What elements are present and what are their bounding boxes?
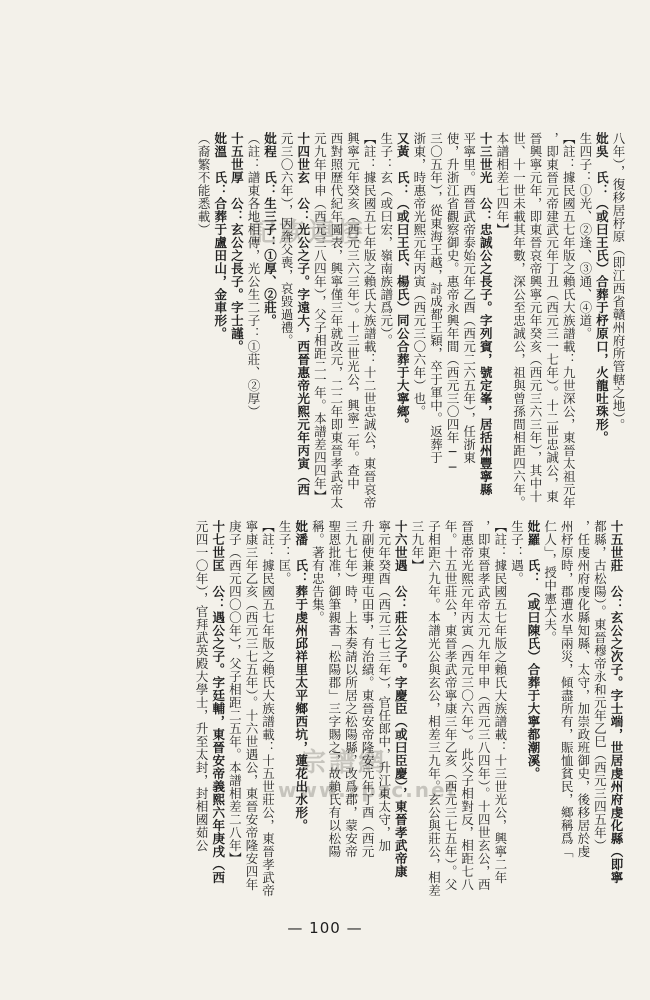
watermark-top: 記族連接 xyxy=(250,218,367,248)
text-column: 平寧里。西晉武帝泰始元年乙酉（西元二六五年），任浙東 xyxy=(461,132,477,464)
text-column: 州杼原時，郡遭水旱兩災，傾盡所有，賑恤貧民，鄉稱爲「 xyxy=(559,520,575,858)
text-column: 仁人」，授中憲大夫。 xyxy=(542,520,558,644)
annotation-note: （註：譜東各地相傳，光公生二子：①莊、②厚） xyxy=(245,132,261,418)
text-column: 三九七年）時，上本奏請以所居之松陽縣，改爲郡，蒙安帝 xyxy=(343,520,359,858)
annotation-note: 晉惠帝光熙元年丙寅（西元三〇六年）。此父子相對反，相距七八 xyxy=(459,520,475,891)
annotation-note: 子相距六九年。本譜光公與玄公，相差三九年。玄公與莊公，相差 xyxy=(426,520,442,897)
text-column: 三〇五年），從東海王越，討成都王穎，卒于軍中。返葬于 xyxy=(428,132,444,464)
genealogy-entry-heading: 十四世玄 公：光公之子。字遠大，西晉惠帝光熙元年丙寅（西 xyxy=(295,132,311,496)
genealogy-entry-heading: 十六世遇 公：莊公之子。字慶臣（或曰臣慶），東晉孝武帝康 xyxy=(393,520,409,878)
text-column: 升副使兼理屯田事，有治績。東晉安帝隆安元年丁酉（西元 xyxy=(360,520,376,858)
text-column: 都縣，古松陽）。東晉穆帝永和元年乙巳（西元三四五年） xyxy=(592,520,608,852)
annotation-note: 興寧元年癸亥（西元三六三年）。十三世光公，興寧二年。查中 xyxy=(345,132,361,490)
genealogy-entry-heading: 十三世光 公：忠誠公之長子。字列賓，號定峯，居括州豐寧縣 xyxy=(478,132,494,496)
annotation-note: 【註：據民國五七年版之賴氏大族譜載：九世深公，東晉太祖元年 xyxy=(561,132,577,509)
annotation-note: 寧康三年乙亥（西元三七五年）。十六世遇公，東晉安帝隆安四年 xyxy=(243,520,259,891)
genealogy-entry-heading: 妣吳 氏：（或曰王氏）合葬于杼原口，火龍吐珠形。 xyxy=(594,132,610,444)
text-column: 生子：玄（或曰宏，嶺南族譜爲元）。 xyxy=(378,132,394,347)
page-number: — 100 — xyxy=(287,919,363,937)
text-column: 八年），復移居杼原（即江西省贛州府所管轄之地）。 xyxy=(611,132,626,432)
watermark-bottom: 宗譜網 xyxy=(300,748,388,778)
genealogy-entry-heading: 妣程 氏：生三子：①厚、②莊。 xyxy=(262,132,278,327)
annotation-note: 【註：據民國五七年版之賴氏大族譜載：十二世忠誠公，東晉哀帝 xyxy=(362,132,378,509)
genealogy-entry-heading: 妣潘 氏：葬于虔州邱祥里太平鄉西坑，蓮花出水形。 xyxy=(293,520,309,832)
annotation-note: 三九年】 xyxy=(409,520,425,572)
text-column: 生子：匡。 xyxy=(277,520,293,585)
text-column: 聖恩批准，御筆親書「松陽郡」三字賜之，故賴氏有以松陽 xyxy=(326,520,342,858)
annotation-note: 元九年甲申（西元三八四年），父子相距二一年。本譜差四四年】 xyxy=(312,132,328,503)
text-column: 浙東，時惠帝光熙元年丙寅（西元三〇六年）也。 xyxy=(411,132,427,418)
annotation-note: 【註：據民國五七年版之賴氏大族譜載：十三世光公，興寧二年 xyxy=(492,520,508,884)
annotation-note: 【註：據民國五七年版之賴氏大族譜載：十五世莊公，東晉孝武帝 xyxy=(260,520,276,897)
text-column: 稱。著有忠告集。 xyxy=(310,520,326,624)
bottom-text-block xyxy=(191,520,624,897)
genealogy-entry-heading: 十五世莊 公：玄公之次子。字士端，世居虔州府虔化縣（即寧 xyxy=(609,520,624,884)
annotation-note: 西對照歷代紀年圖表，興寧僅三年就改元，二二年即東晉孝武帝太 xyxy=(328,132,344,509)
text-column: ，任虔州府虔化縣知縣、太守，加崇政班御史，後移居於虔 xyxy=(575,520,591,858)
annotation-note: 晉興寧元年，即東晉哀帝興寧元年癸亥（西元三六三年），其中十 xyxy=(528,132,544,503)
genealogy-entry-heading: 十五世厚 公：玄公之長子。字士謹。 xyxy=(229,132,245,353)
genealogy-entry-heading: 又黃 氏：（或曰王氏、楊氏）同公合葬于大寧鄉。 xyxy=(395,132,411,431)
text-column: 生子：遇。 xyxy=(509,520,525,585)
annotation-note: （裔繁不能悉載） xyxy=(196,132,212,236)
watermark-bottom-url: www.zpzc.net xyxy=(278,778,459,802)
genealogy-entry-heading: 妣羅 氏：（或曰陳氏）合葬于大寧都潮溪。 xyxy=(526,520,542,780)
annotation-note: 世、十一世未載其年數，深公至忠誠公，祖與曾孫間相距四六年。 xyxy=(511,132,527,509)
annotation-note: ，即東晉孝武帝太元九年甲申（西元三八四年）。十四世玄公，西 xyxy=(476,520,492,891)
text-column: 寧元年癸酉（西元三七三年），官任郎中，升江東太守，加 xyxy=(376,520,392,852)
text-column: 元四一〇年），官拜武英殿大學士，升至太封，封相國茹公 xyxy=(194,520,210,852)
genealogy-entry-heading: 妣溫 氏：合葬于盧田山，金車形。 xyxy=(212,132,228,340)
annotation-note: 庚子（西元四〇〇年），父子相距二五年。本譜相差二八年】 xyxy=(227,520,243,865)
text-column: 使，升浙江省觀察御史。惠帝永興年間（西元三〇四年── xyxy=(445,132,461,475)
annotation-note: 年。十五世莊公，東晉孝武帝寧康三年乙亥（西元三七五年）。父 xyxy=(443,520,459,891)
annotation-note: ，即東晉元帝建武元年丁丑（西元三一七年）。十二世忠誠公，東 xyxy=(544,132,560,503)
text-column: 生四子：①光、②逢、③通、④道。 xyxy=(577,132,593,340)
annotation-note: 本譜相差七四年】 xyxy=(494,132,510,236)
text-column: 元三〇六年），因奔父喪，哀毀過禮。 xyxy=(279,132,295,347)
genealogy-entry-heading: 十七世匡 公：遇公之子。字廷輔，東晉安帝義熙六年庚戌（西 xyxy=(210,520,226,884)
top-text-block xyxy=(193,132,626,509)
